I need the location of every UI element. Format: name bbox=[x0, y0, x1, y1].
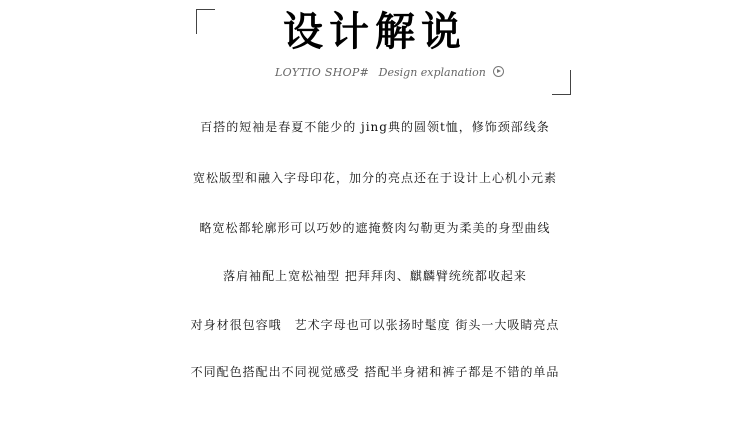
corner-bracket-bottom-right bbox=[552, 70, 571, 95]
description-line: 对身材很包容哦 艺术字母也可以张扬时髦度 街头一大吸睛亮点 bbox=[190, 318, 560, 332]
subtitle bbox=[275, 66, 504, 80]
design-explanation-label: Design explanation bbox=[378, 66, 486, 79]
description-line: 落肩袖配上宽松袖型 把拜拜肉、麒麟臂统统都收起来 bbox=[223, 269, 527, 283]
description-line: 百搭的短袖是春夏不能少的 jing典的圆领t恤，修饰颈部线条 bbox=[200, 120, 550, 134]
description-line: 宽松版型和融入字母印花，加分的亮点还在于设计上心机小元素 bbox=[192, 171, 557, 185]
play-circle-icon bbox=[493, 66, 504, 77]
description-line: 略宽松都轮廓形可以巧妙的遮掩赘肉勾勒更为柔美的身型曲线 bbox=[199, 221, 551, 235]
description-line: 不同配色搭配出不同视觉感受 搭配半身裙和裤子都是不错的单品 bbox=[190, 365, 560, 379]
shop-name: LOYTIO SHOP# bbox=[275, 66, 370, 79]
page-title: 设计解说 bbox=[283, 8, 467, 55]
